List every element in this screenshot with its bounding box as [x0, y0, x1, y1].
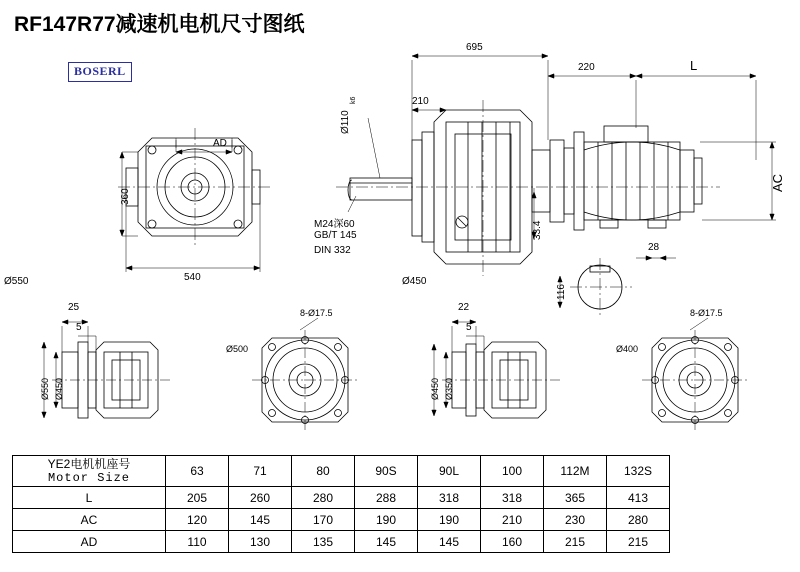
cell-AD-7: 215: [607, 531, 670, 553]
dim-ad-label: AD: [213, 138, 227, 149]
dim-540-label: 540: [184, 272, 201, 283]
holes-right-label: 8-Ø17.5: [690, 308, 723, 318]
table-header-en: Motor Size: [47, 471, 130, 485]
page-title: RF147R77减速机电机尺寸图纸: [14, 13, 305, 36]
cell-AD-4: 145: [418, 531, 481, 553]
cell-AD-6: 215: [544, 531, 607, 553]
dia400-label: Ø400: [616, 344, 639, 354]
cell-AC-5: 210: [481, 509, 544, 531]
table-col-3: 90S: [355, 456, 418, 487]
dim-695-label: 695: [466, 42, 483, 53]
cell-AC-3: 190: [355, 509, 418, 531]
cell-AD-2: 135: [292, 531, 355, 553]
cell-L-6: 365: [544, 487, 607, 509]
cell-L-0: 205: [166, 487, 229, 509]
cell-AC-2: 170: [292, 509, 355, 531]
cell-AC-1: 145: [229, 509, 292, 531]
motor-size-table: [12, 455, 670, 553]
table-row: [13, 509, 670, 531]
dim-dia110-tolerance: k6: [350, 96, 357, 104]
thread-spec-label: M24深60: [314, 219, 355, 230]
table-col-0: 63: [166, 456, 229, 487]
dim-210-label: 210: [412, 96, 429, 107]
table-col-1: 71: [229, 456, 292, 487]
table-header-row: [13, 456, 670, 487]
din-standard-label: DIN 332: [314, 245, 351, 256]
dim-5-right-label: 5: [466, 322, 472, 333]
dim-33-4-label: 33.4: [532, 220, 543, 240]
dia350-vertical-label: Ø350: [444, 377, 454, 400]
cell-AD-5: 160: [481, 531, 544, 553]
dim-L-label: L: [690, 58, 698, 73]
cell-AD-0: 110: [166, 531, 229, 553]
row-label-AD: AD: [13, 531, 166, 553]
dim-5-left-label: 5: [76, 322, 82, 333]
gb-standard-label: GB/T 145: [314, 230, 357, 241]
dim-AC-label: AC: [770, 173, 785, 192]
dia550-vertical-label: Ø550: [40, 377, 50, 400]
table-col-2: 80: [292, 456, 355, 487]
dim-dia110-label: Ø110: [340, 110, 351, 134]
cell-AC-6: 230: [544, 509, 607, 531]
dim-360-label: 360: [120, 188, 131, 205]
row-label-AC: AC: [13, 509, 166, 531]
table-col-4: 90L: [418, 456, 481, 487]
cell-AC-7: 280: [607, 509, 670, 531]
dia500-label: Ø500: [226, 344, 249, 354]
dim-25-label: 25: [68, 302, 80, 313]
dim-220-label: 220: [578, 62, 595, 73]
table-col-5: 100: [481, 456, 544, 487]
cell-L-7: 413: [607, 487, 670, 509]
brand-logo: BOSERL: [68, 62, 132, 82]
dia550-note: Ø550: [4, 276, 29, 287]
cell-L-3: 288: [355, 487, 418, 509]
holes-left-label: 8-Ø17.5: [300, 308, 333, 318]
dia450-vertical-label-2: Ø450: [430, 377, 440, 400]
dia450-vertical-label: Ø450: [54, 377, 64, 400]
table-row: [13, 531, 670, 553]
cell-AD-3: 145: [355, 531, 418, 553]
table-header-cn: YE2电机机座号: [47, 457, 131, 471]
cell-L-1: 260: [229, 487, 292, 509]
table-header-label: [13, 456, 166, 487]
cell-L-2: 280: [292, 487, 355, 509]
dim-116-label: 116: [556, 284, 567, 300]
table-row: [13, 487, 670, 509]
cell-L-4: 318: [418, 487, 481, 509]
cell-AD-1: 130: [229, 531, 292, 553]
dim-22-label: 22: [458, 302, 470, 313]
row-label-L: L: [13, 487, 166, 509]
dim-28-label: 28: [648, 242, 660, 253]
cell-AC-4: 190: [418, 509, 481, 531]
dia450-note: Ø450: [402, 276, 427, 287]
table-col-6: 112M: [544, 456, 607, 487]
cell-AC-0: 120: [166, 509, 229, 531]
table-col-7: 132S: [607, 456, 670, 487]
cell-L-5: 318: [481, 487, 544, 509]
